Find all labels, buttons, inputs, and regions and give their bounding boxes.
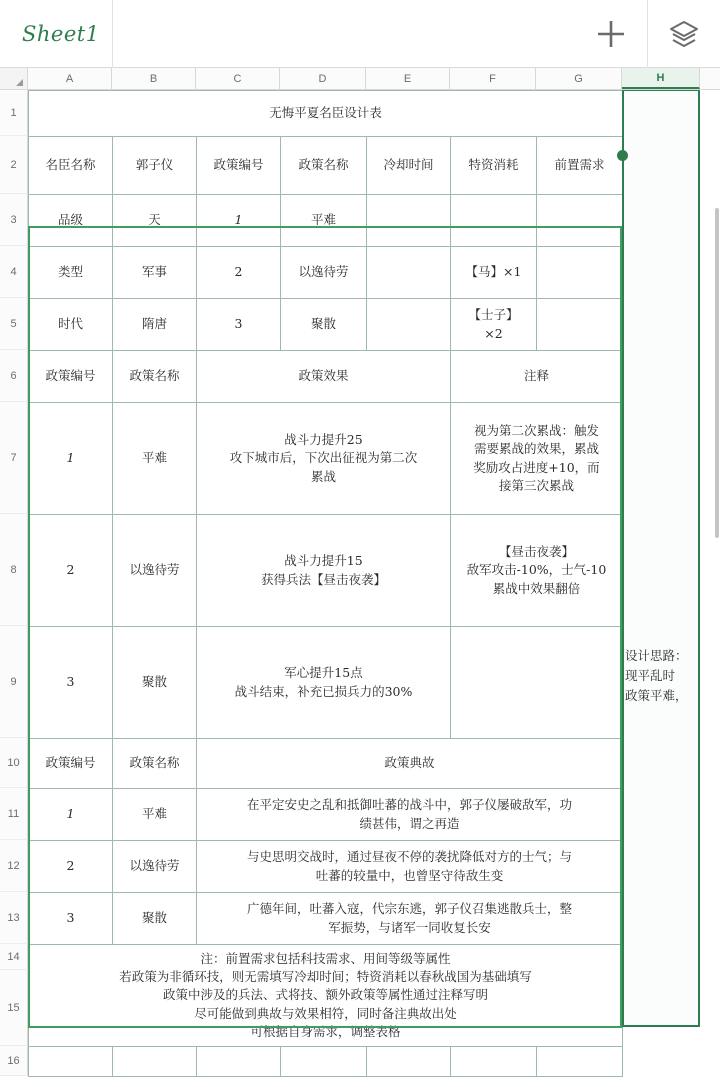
cell-b12[interactable]: 以逸待劳 [113,841,197,893]
grid-area[interactable] [0,90,720,1087]
cell-a13[interactable]: 3 [29,893,113,945]
cell-c9-effect[interactable] [197,627,451,739]
cell-f6-note-header[interactable]: 注释 [451,351,623,403]
cell-a14-footnotes[interactable] [29,945,623,1047]
row-header-8[interactable]: 8 [0,514,28,626]
cell-e16[interactable] [367,1047,451,1077]
row-header-5[interactable]: 5 [0,298,28,350]
table-row[interactable] [29,195,623,247]
cell-a8[interactable]: 2 [29,515,113,627]
table-row[interactable] [29,403,623,515]
cell-c5[interactable]: 3 [197,299,281,351]
vertical-scrollbar[interactable] [715,208,719,538]
cell-c7-effect[interactable] [197,403,451,515]
table-row[interactable] [29,893,623,945]
row-header-10[interactable]: 10 [0,738,28,788]
table-row[interactable] [29,841,623,893]
cell-a3[interactable]: 品级 [29,195,113,247]
cell-a6[interactable]: 政策编号 [29,351,113,403]
cell-a7[interactable]: 1 [29,403,113,515]
effect-line-1: 军心提升15点 [284,665,363,681]
cell-a12[interactable]: 2 [29,841,113,893]
row-header-3[interactable]: 3 [0,194,28,246]
column-header-d[interactable]: D [280,68,366,89]
table-row[interactable] [29,739,623,789]
cell-h8-overflow-text[interactable] [625,646,720,706]
column-header-b[interactable]: B [112,68,196,89]
effect-line-2: 攻下城市后，下次出征视为第二次 [229,450,418,466]
cell-f5-line1: 【士子】 [468,307,519,323]
column-header-e[interactable]: E [366,68,450,89]
column-selection-h [622,90,700,1027]
note-line-1: 【昼击夜袭】 [498,544,574,560]
plus-icon [594,17,628,51]
overflow-line-1: 设计思路： [625,648,688,663]
cell-b9[interactable]: 聚散 [113,627,197,739]
row-header-11[interactable]: 11 [0,788,28,840]
cell-b16[interactable] [113,1047,197,1077]
cell-e5[interactable] [367,299,451,351]
row-header-9[interactable]: 9 [0,626,28,738]
row-header-1[interactable]: 1 [0,90,28,136]
column-header-row [0,68,720,90]
cell-g16[interactable] [537,1047,623,1077]
cell-a4[interactable]: 类型 [29,247,113,299]
cell-g3[interactable] [537,195,623,247]
cell-b3[interactable]: 天 [113,195,197,247]
row-header-14[interactable]: 14 [0,944,28,970]
cell-a9[interactable]: 3 [29,627,113,739]
cell-a11[interactable]: 1 [29,789,113,841]
cell-c6-effect-header[interactable]: 政策效果 [197,351,451,403]
effect-line-1: 战斗力提升25 [284,432,363,448]
table-row[interactable] [29,299,623,351]
cell-b7[interactable]: 平难 [113,403,197,515]
cell-f4[interactable]: 【马】×1 [451,247,537,299]
cell-f16[interactable] [451,1047,537,1077]
toolbar-divider [112,0,113,68]
table-row[interactable] [29,627,623,739]
cell-f2[interactable]: 特资消耗 [451,137,537,195]
story-line-2: 吐蕃的较量中，也曾坚守待敌生变 [315,867,504,883]
cell-g4[interactable] [537,247,623,299]
column-header-g[interactable]: G [536,68,622,89]
cell-c4[interactable]: 2 [197,247,281,299]
table-row[interactable] [29,515,623,627]
cell-a2[interactable]: 名臣名称 [29,137,113,195]
cell-e4[interactable] [367,247,451,299]
cell-a5[interactable]: 时代 [29,299,113,351]
select-all-corner[interactable] [0,68,28,89]
cell-f5[interactable] [451,299,537,351]
cell-b11[interactable]: 平难 [113,789,197,841]
note-line-2: 需要累战的效果，累战 [473,441,599,457]
row-header-15[interactable]: 15 [0,970,28,1046]
cell-d2[interactable]: 政策名称 [281,137,367,195]
cell-b13[interactable]: 聚散 [113,893,197,945]
footnote-line-5: 可根据自身需求，调整表格 [250,1023,401,1039]
row-header-6[interactable]: 6 [0,350,28,402]
cell-d3[interactable]: 平难 [281,195,367,247]
cell-b10[interactable]: 政策名称 [113,739,197,789]
cell-e3[interactable] [367,195,451,247]
cell-f8-note[interactable] [451,515,623,627]
cell-d5[interactable]: 聚散 [281,299,367,351]
story-line-2: 军振势，与诸军一同收复长安 [328,919,491,935]
table-row[interactable] [29,137,623,195]
cell-c10-story-header[interactable]: 政策典故 [197,739,623,789]
note-line-1: 视为第二次累战：触发 [473,423,599,439]
row-header-12[interactable]: 12 [0,840,28,892]
layers-icon [669,19,699,49]
cell-b6[interactable]: 政策名称 [113,351,197,403]
row-header-13[interactable]: 13 [0,892,28,944]
table-row[interactable] [29,1047,623,1077]
footnote-line-3: 政策中涉及的兵法、式将技、额外政策等属性通过注释写明 [162,987,488,1003]
table-row[interactable] [29,945,623,1047]
cell-title[interactable]: 无悔平夏名臣设计表 [29,91,623,137]
cell-f7-note[interactable] [451,403,623,515]
note-line-3: 奖励攻占进度+10，而 [473,459,600,475]
cell-c3[interactable]: 1 [197,195,281,247]
table-row[interactable] [29,91,623,137]
cell-b5[interactable]: 隋唐 [113,299,197,351]
column-header-h[interactable]: H [622,68,700,89]
cell-e2[interactable]: 冷却时间 [367,137,451,195]
column-header-a[interactable]: A [28,68,112,89]
cell-d16[interactable] [281,1047,367,1077]
story-line-1: 与史思明交战时，通过昼夜不停的袭扰降低对方的士气；与 [246,849,572,865]
cell-a16[interactable] [29,1047,113,1077]
cell-b2[interactable]: 郭子仪 [113,137,197,195]
note-line-3: 累战中效果翻倍 [492,580,581,596]
sheets-button[interactable] [648,0,720,68]
top-toolbar [0,0,720,68]
table-row[interactable] [29,351,623,403]
cell-c13-story[interactable] [197,893,623,945]
footnote-line-1: 注：前置需求包括科技需求、用间等级等属性 [200,951,451,967]
add-button[interactable] [575,0,647,68]
footnote-line-2: 若政策为非循环技，则无需填写冷却时间；特资消耗以春秋战国为基础填写 [119,969,532,985]
effect-line-2: 战斗结束，补充已损兵力的30% [234,683,413,699]
sheet-table[interactable] [28,90,623,1077]
row-header-7[interactable]: 7 [0,402,28,514]
cell-g2[interactable]: 前置需求 [537,137,623,195]
cell-c11-story[interactable] [197,789,623,841]
effect-line-1: 战斗力提升15 [284,553,363,569]
cell-c12-story[interactable] [197,841,623,893]
cell-d4[interactable]: 以逸待劳 [281,247,367,299]
cell-f5-line2: ×2 [484,325,503,341]
cell-b4[interactable]: 军事 [113,247,197,299]
note-line-4: 接第三次累战 [498,477,574,493]
cell-b8[interactable]: 以逸待劳 [113,515,197,627]
row-header-4[interactable]: 4 [0,246,28,298]
story-line-1: 在平定安史之乱和抵御吐蕃的战斗中，郭子仪屡破敌军，功 [246,797,572,813]
footnote-line-4: 尽可能做到典故与效果相符，同时备注典故出处 [194,1005,457,1021]
cell-a10[interactable]: 政策编号 [29,739,113,789]
effect-line-2: 获得兵法【昼击夜袭】 [260,571,386,587]
selection-handle[interactable] [617,150,628,161]
row-header-2[interactable]: 2 [0,136,28,194]
row-header-column [0,90,28,1076]
story-line-1: 广德年间，吐蕃入寇，代宗东逃，郭子仪召集逃散兵士，整 [246,901,572,917]
story-line-2: 绩甚伟，谓之再造 [359,815,460,831]
note-line-2: 敌军攻击-10%，士气-10 [466,562,607,578]
column-header-c[interactable]: C [196,68,280,89]
table-row[interactable] [29,789,623,841]
overflow-line-2: 现平乱时 [625,668,676,683]
column-header-f[interactable]: F [450,68,536,89]
row-header-16[interactable]: 16 [0,1046,28,1076]
cell-g5[interactable] [537,299,623,351]
cell-c16[interactable] [197,1047,281,1077]
effect-line-3: 累战 [310,468,336,484]
cell-f9-note[interactable] [451,627,623,739]
cell-f3[interactable] [451,195,537,247]
table-row[interactable] [29,247,623,299]
sheet-name-label[interactable]: Sheet1 [22,21,100,46]
cell-c8-effect[interactable] [197,515,451,627]
cell-c2[interactable]: 政策编号 [197,137,281,195]
overflow-line-3: 政策平难， [625,688,688,703]
